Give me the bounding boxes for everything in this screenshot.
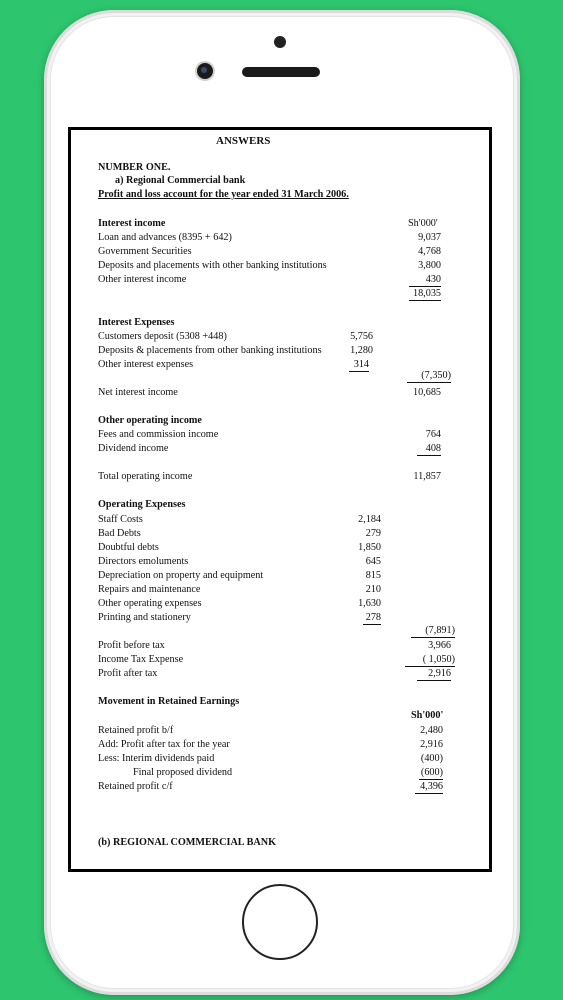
front-camera-icon	[197, 63, 213, 79]
line-label: Directors emoluments	[98, 556, 189, 567]
line-value: 645	[365, 556, 381, 567]
profit-before-tax-label: Profit before tax	[98, 640, 165, 651]
line-value: 2,480	[420, 725, 443, 736]
line-value: 9,037	[418, 232, 441, 243]
line-value: 5,756	[350, 331, 373, 342]
unit-label: Sh'000'	[408, 218, 438, 229]
line-value: 1,630	[358, 598, 381, 609]
part-b-heading: (b) REGIONAL COMMERCIAL BANK	[98, 837, 277, 848]
line-value: 408	[417, 443, 441, 456]
line-label: Dividend income	[98, 443, 169, 454]
line-value: 4,768	[418, 246, 441, 257]
line-value: 2,184	[358, 514, 381, 525]
line-label: Printing and stationery	[98, 612, 191, 623]
line-label: Bad Debts	[98, 528, 141, 539]
operating-expenses-total: (7,891)	[411, 625, 455, 638]
net-interest-income-value: 10,685	[412, 387, 441, 398]
net-interest-income-label: Net interest income	[98, 387, 178, 398]
line-value: 4,396	[415, 781, 443, 794]
pl-title: Profit and loss account for the year ended 31 March 2006.	[98, 189, 349, 200]
line-value: 3,800	[418, 260, 441, 271]
line-value: 815	[365, 570, 381, 581]
line-label: Other interest expenses	[98, 359, 194, 370]
document-screen	[68, 127, 492, 872]
line-value: (600)	[420, 767, 443, 778]
line-value: 764	[425, 429, 441, 440]
line-label: Government Securities	[98, 246, 192, 257]
line-value: 1,850	[358, 542, 381, 553]
profit-after-tax-label: Profit after tax	[98, 668, 158, 679]
line-value: 210	[365, 584, 381, 595]
line-label: Doubtful debts	[98, 542, 159, 553]
number-one-heading: NUMBER ONE.	[98, 162, 171, 173]
line-label: Customers deposit (5308 +448)	[98, 331, 227, 342]
line-value: (400)	[420, 753, 443, 764]
line-label: Final proposed dividend	[133, 767, 233, 778]
income-tax-value: ( 1,050)	[405, 654, 455, 667]
line-label: Deposits and placements with other banking institutions	[98, 260, 327, 271]
operating-expenses-heading: Operating Expenses	[98, 499, 186, 510]
interest-income-heading: Interest income	[98, 218, 166, 229]
line-label: Staff Costs	[98, 514, 143, 525]
profit-before-tax-value: 3,966	[428, 640, 451, 651]
line-label: Retained profit c/f	[98, 781, 173, 792]
line-label: Other interest income	[98, 274, 187, 285]
line-value: 430	[409, 274, 441, 287]
profit-after-tax-value: 2,916	[417, 668, 451, 681]
line-label: Retained profit b/f	[98, 725, 174, 736]
line-label: Add: Profit after tax for the year	[98, 739, 230, 750]
line-value: 279	[365, 528, 381, 539]
line-value: 314	[349, 359, 369, 372]
retained-unit-label: Sh'000'	[411, 710, 444, 721]
line-value: 278	[363, 612, 381, 625]
answers-heading: ANSWERS	[216, 135, 271, 147]
document-page	[71, 130, 489, 869]
line-label: Depreciation on property and equipment	[98, 570, 264, 581]
line-label: Less: Interim dividends paid	[98, 753, 215, 764]
bank-subheading: a) Regional Commercial bank	[115, 175, 246, 186]
home-button[interactable]	[242, 884, 318, 960]
proximity-sensor	[274, 36, 286, 48]
line-label: Deposits & placements from other banking institutions	[98, 345, 322, 356]
earpiece-speaker	[242, 67, 320, 77]
interest-expenses-heading: Interest Expenses	[98, 317, 175, 328]
line-value: 2,916	[420, 739, 443, 750]
other-operating-income-heading: Other operating income	[98, 415, 202, 426]
interest-income-total: 18,035	[409, 288, 441, 301]
line-label: Fees and commission income	[98, 429, 219, 440]
line-label: Other operating expenses	[98, 598, 202, 609]
total-operating-income-value: 11,857	[413, 471, 441, 482]
retained-earnings-heading: Movement in Retained Earnings	[98, 696, 240, 707]
total-operating-income-label: Total operating income	[98, 471, 193, 482]
interest-expenses-total: (7,350)	[407, 370, 451, 383]
line-label: Repairs and maintenance	[98, 584, 201, 595]
line-value: 1,280	[350, 345, 373, 356]
income-tax-label: Income Tax Expense	[98, 654, 184, 665]
line-label: Loan and advances (8395 + 642)	[98, 232, 232, 243]
